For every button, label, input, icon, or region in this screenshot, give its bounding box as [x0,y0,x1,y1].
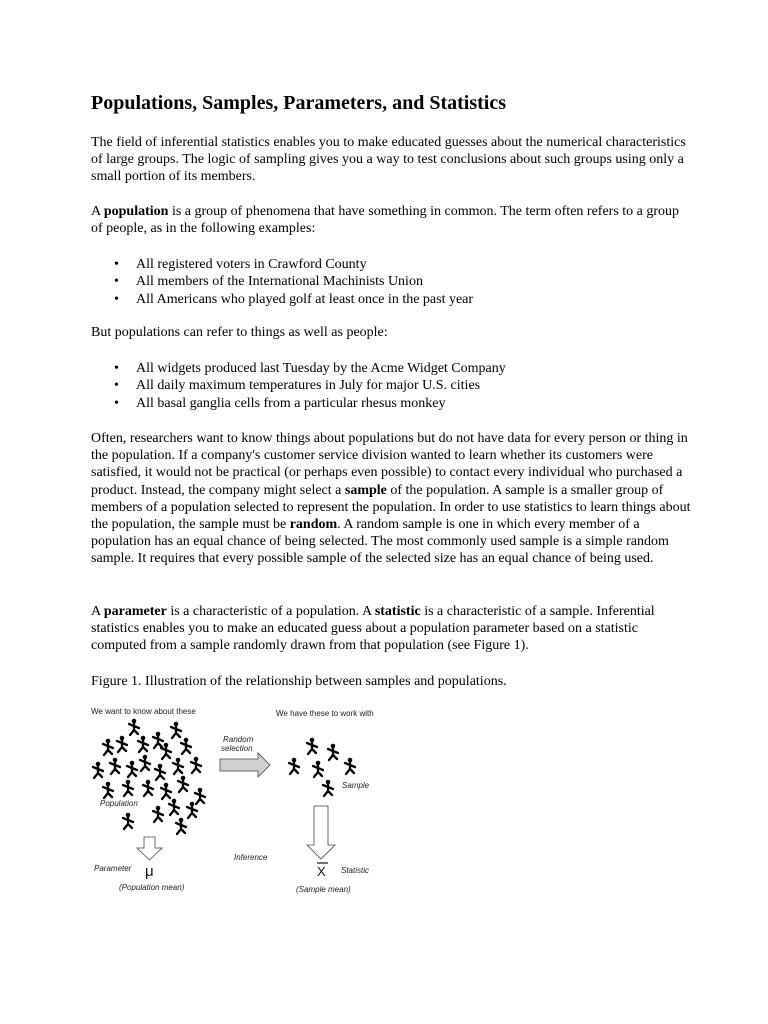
term-population: population [103,204,169,219]
random-selection-arrow [220,753,270,777]
parameter-label: Parameter [94,864,132,873]
thing-examples-list [91,360,651,412]
things-intro-paragraph: But populations can refer to things as well as people: [91,325,388,340]
list-item: • All registered voters in Crawford County [114,257,367,272]
list-item: • All daily maximum temperatures in July for major U.S. cities [114,378,481,394]
xbar-symbol: X [317,864,326,879]
population-paragraph: A population is a group of phenomena that have something in common. The term often refers to a group of people, as in the following examples: [91,204,680,237]
parameter-paragraph: A parameter is a characteristic of a population. A statistic is a characteristic of a sample. Inferential statistics enables you to make an educated guess about a population parameter based on a statistic computed from a sample randomly drawn from that population (see Figure 1). [91,604,655,654]
term-parameter: parameter [103,604,167,619]
statistic-label: Statistic [341,866,370,875]
list-item: • All Americans who played golf at least once in the past year [114,291,474,307]
population-down-arrow [137,837,162,860]
sample-mean-label: (Sample mean) [296,885,351,894]
figure-caption: Figure 1. Illustration of the relationship between samples and populations. [91,674,507,689]
sample-paragraph: Often, researchers want to know things about populations but do not have data for every person or thing in the population. If a company's customer service division wanted to learn whether its customers were satisfied, it would not be practical (or perhaps even possible) to contact every individual who purchased a product. Instead, the company might select a sample of the population. A sample is a smaller group of members of a population selected to represent the population. In order to use statistics to learn things about the population, the sample must be random. A random sample is one in which every member of a population has an equal chance of being selected. The most commonly used sample is a simple random sample. It requires that every possible sample of the selected size has an equal chance of being used. [91,431,691,567]
inference-label: Inference [234,853,268,862]
list-item: • All widgets produced last Tuesday by the Acme Widget Company [114,361,506,376]
mu-symbol: μ [145,863,154,880]
right-heading: We have these to work with [276,709,374,718]
page-title: Populations, Samples, Parameters, and Statistics [91,92,506,114]
random-label: Random [223,735,254,744]
figure-illustration [88,700,398,900]
selection-label: selection [221,744,253,753]
population-mean-label: (Population mean) [119,883,185,892]
sample-down-arrow [307,806,335,859]
people-examples-list [91,256,651,308]
list-item: • All members of the International Machinists Union [114,274,423,290]
term-random: random [289,517,338,533]
left-heading: We want to know about these [91,707,196,716]
list-item: • All basal ganglia cells from a particular rhesus monkey [114,395,446,411]
population-label: Population [100,799,138,808]
sample-label: Sample [342,781,370,790]
intro-paragraph: The field of inferential statistics enables you to make educated guesses about the numerical characteristics of large groups. The logic of sampling gives you a way to test conclusions about such groups using only a small portion of its members. [91,135,686,185]
term-statistic: statistic [374,604,421,619]
population-people-group [93,719,205,834]
term-sample: sample [344,482,387,498]
